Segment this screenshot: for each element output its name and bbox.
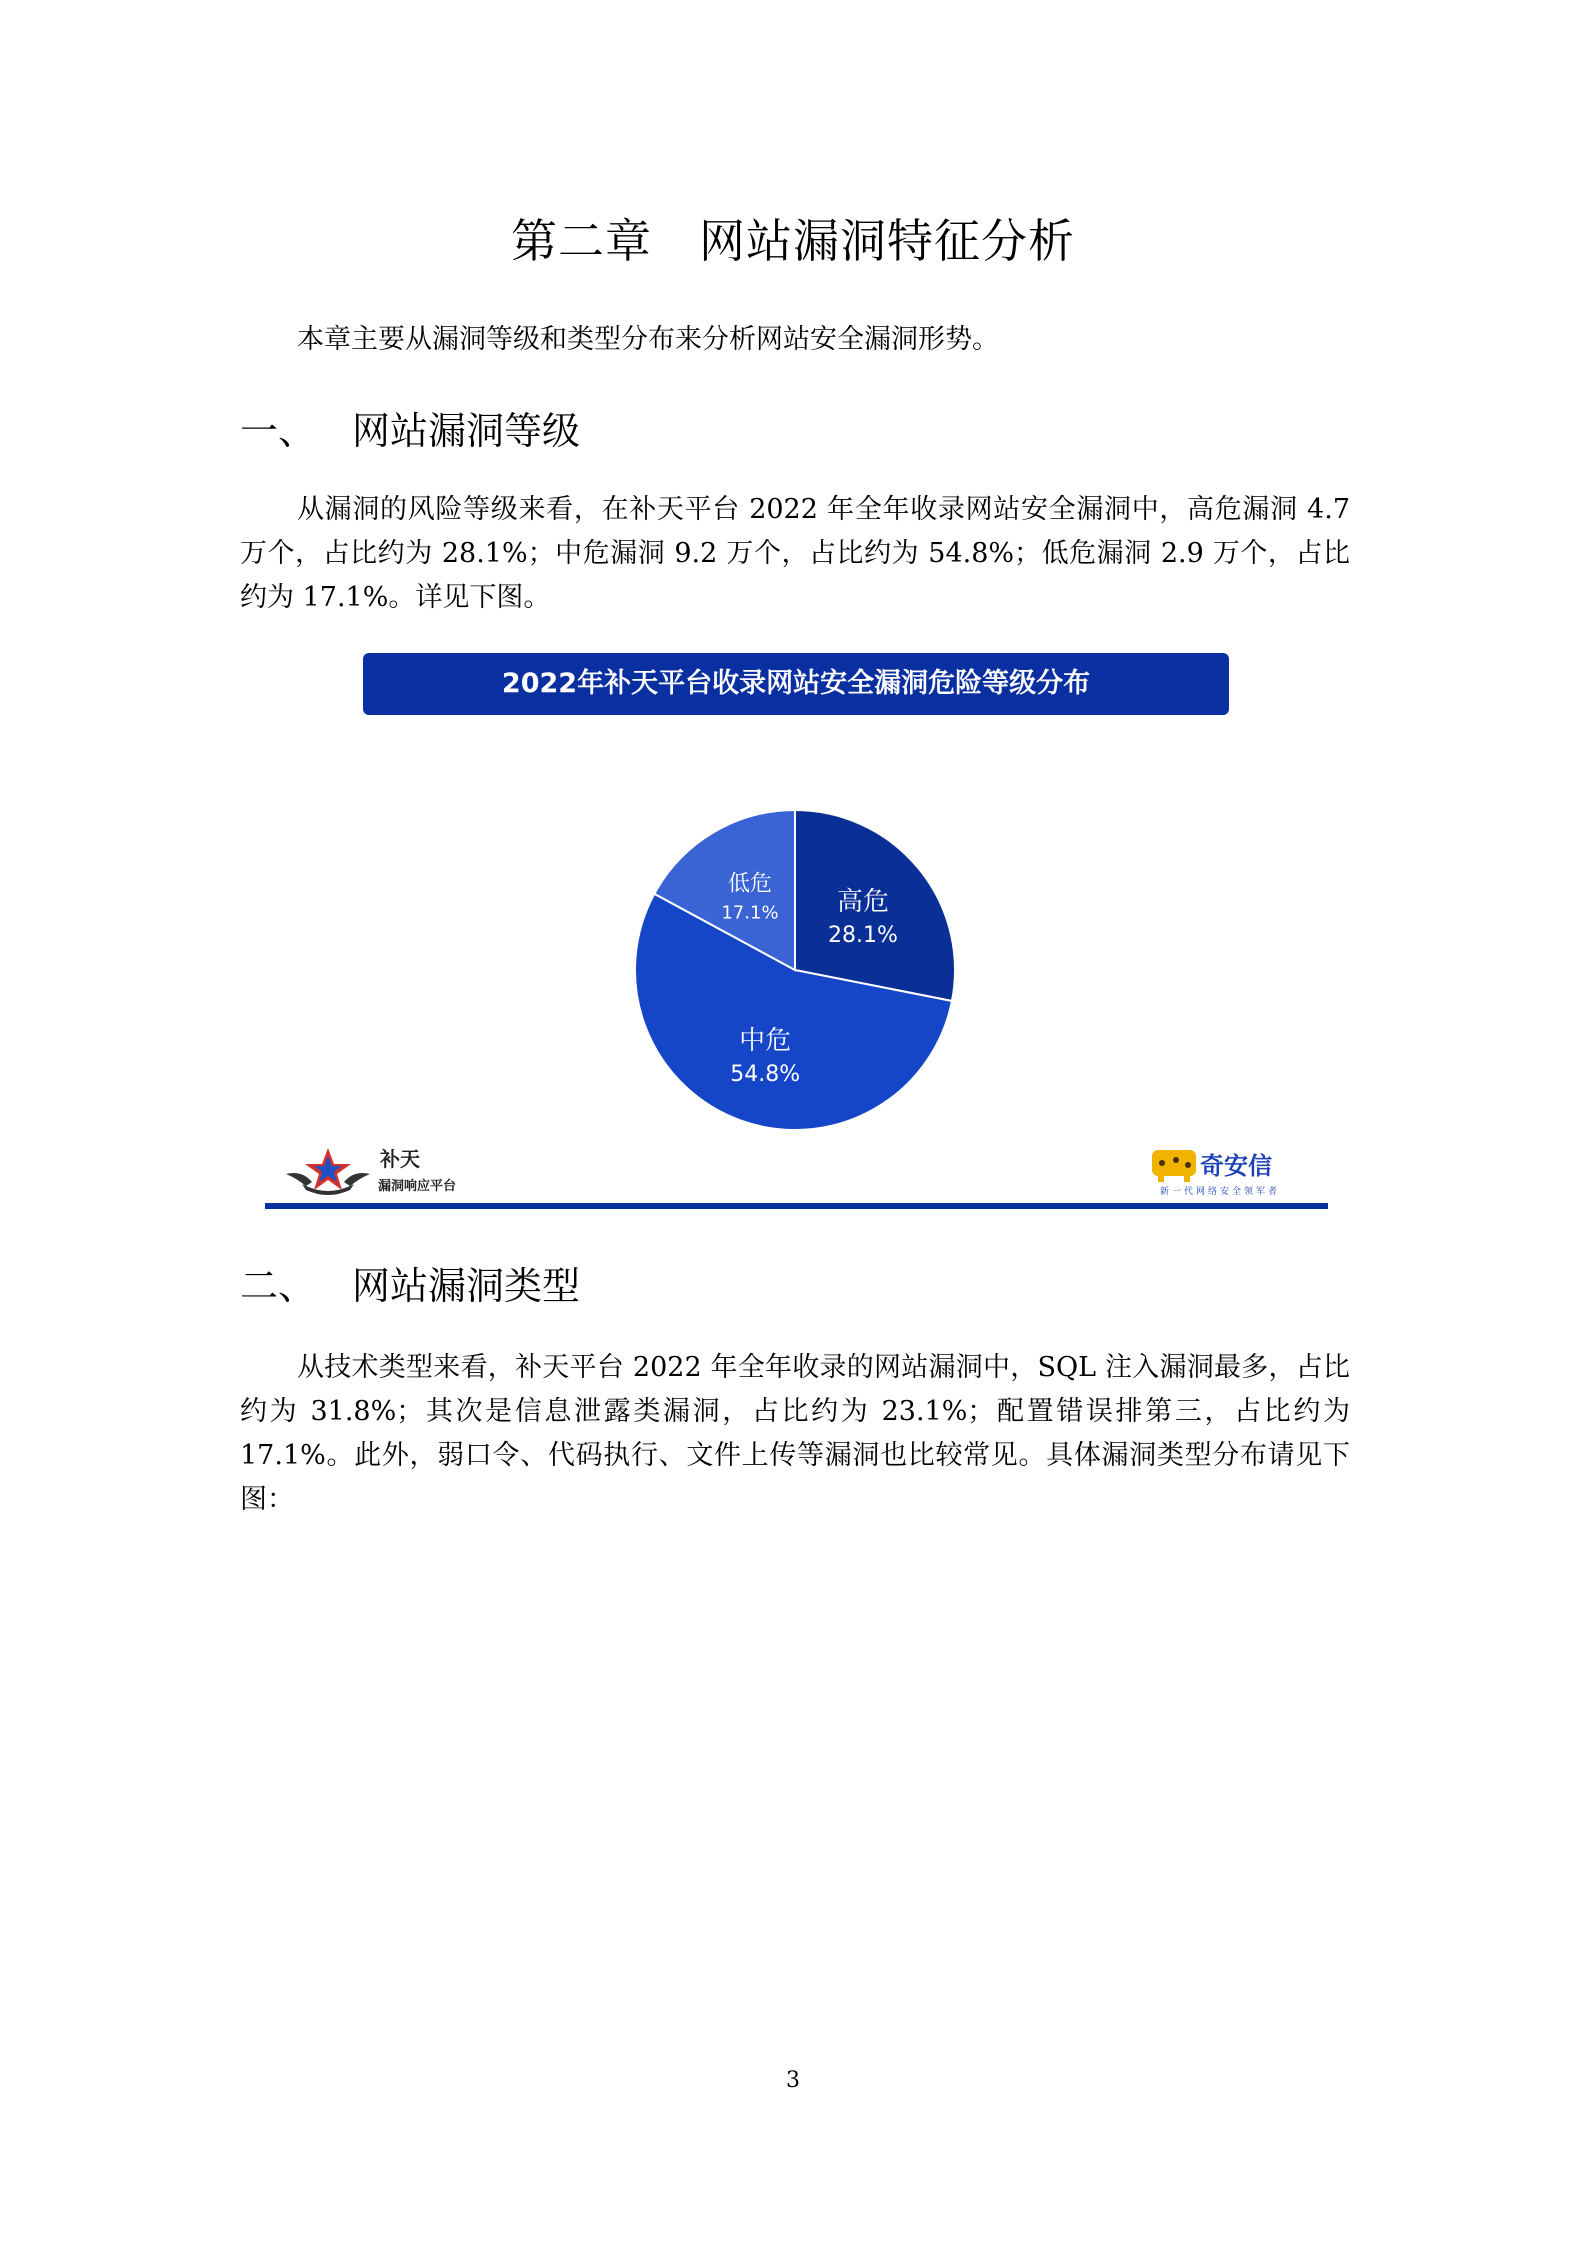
section-title: 网站漏洞类型 — [352, 1264, 581, 1308]
pie-slice-category-label: 高危 — [836, 887, 889, 918]
qianxin-name: 奇安信 — [1200, 1152, 1272, 1180]
butian-emblem-icon — [286, 1148, 370, 1195]
chart-footer-rule — [265, 1203, 1328, 1209]
pie-slice-value-label: 28.1% — [828, 923, 898, 949]
chart-title: 2022年补天平台收录网站安全漏洞危险等级分布 — [363, 653, 1229, 715]
pie-chart — [615, 790, 975, 1150]
page-number: 3 — [786, 2068, 800, 2093]
chapter-title: 第二章 网站漏洞特征分析 — [511, 214, 1075, 268]
section2-paragraph: 从技术类型来看，补天平台 2022 年全年收录的网站漏洞中，SQL 注入漏洞最多，占比约为 31.8%；其次是信息泄露类漏洞，占比约为 23.1%；配置错误排第三，占比约为 17.1%。此外，弱口令、代码执行、文件上传等漏洞也比较常见。具体漏洞类型分布请见下图： — [240, 1352, 1350, 1515]
intro-paragraph: 本章主要从漏洞等级和类型分布来分析网站安全漏洞形势。 — [297, 324, 999, 355]
pie-slice-category-label: 中危 — [739, 1025, 792, 1056]
butian-subtitle: 漏洞响应平台 — [378, 1179, 457, 1194]
pie-slice-value-label: 17.1% — [721, 902, 779, 924]
qianxin-logo — [1150, 1142, 1320, 1200]
pie-slice-value-label: 54.8% — [730, 1061, 801, 1087]
qianxin-slogan: 新一代网络安全领军者 — [1160, 1187, 1281, 1197]
butian-name: 补天 — [380, 1147, 420, 1171]
qianxin-emblem-icon — [1152, 1150, 1196, 1182]
butian-logo — [282, 1140, 482, 1200]
section-heading-1 — [240, 400, 580, 455]
section-number: 一、 — [240, 409, 317, 453]
section-title: 网站漏洞等级 — [352, 409, 581, 453]
section-heading-2 — [240, 1255, 580, 1310]
section1-paragraph: 从漏洞的风险等级来看，在补天平台 2022 年全年收录网站安全漏洞中，高危漏洞 4.7 万个，占比约为 28.1%；中危漏洞 9.2 万个，占比约为 54.8%；低危漏洞 2.9 万个，占比约为 17.1%。详见下图。 — [240, 494, 1350, 613]
section-number: 二、 — [240, 1264, 317, 1308]
pie-slice-category-label: 低危 — [727, 871, 772, 897]
